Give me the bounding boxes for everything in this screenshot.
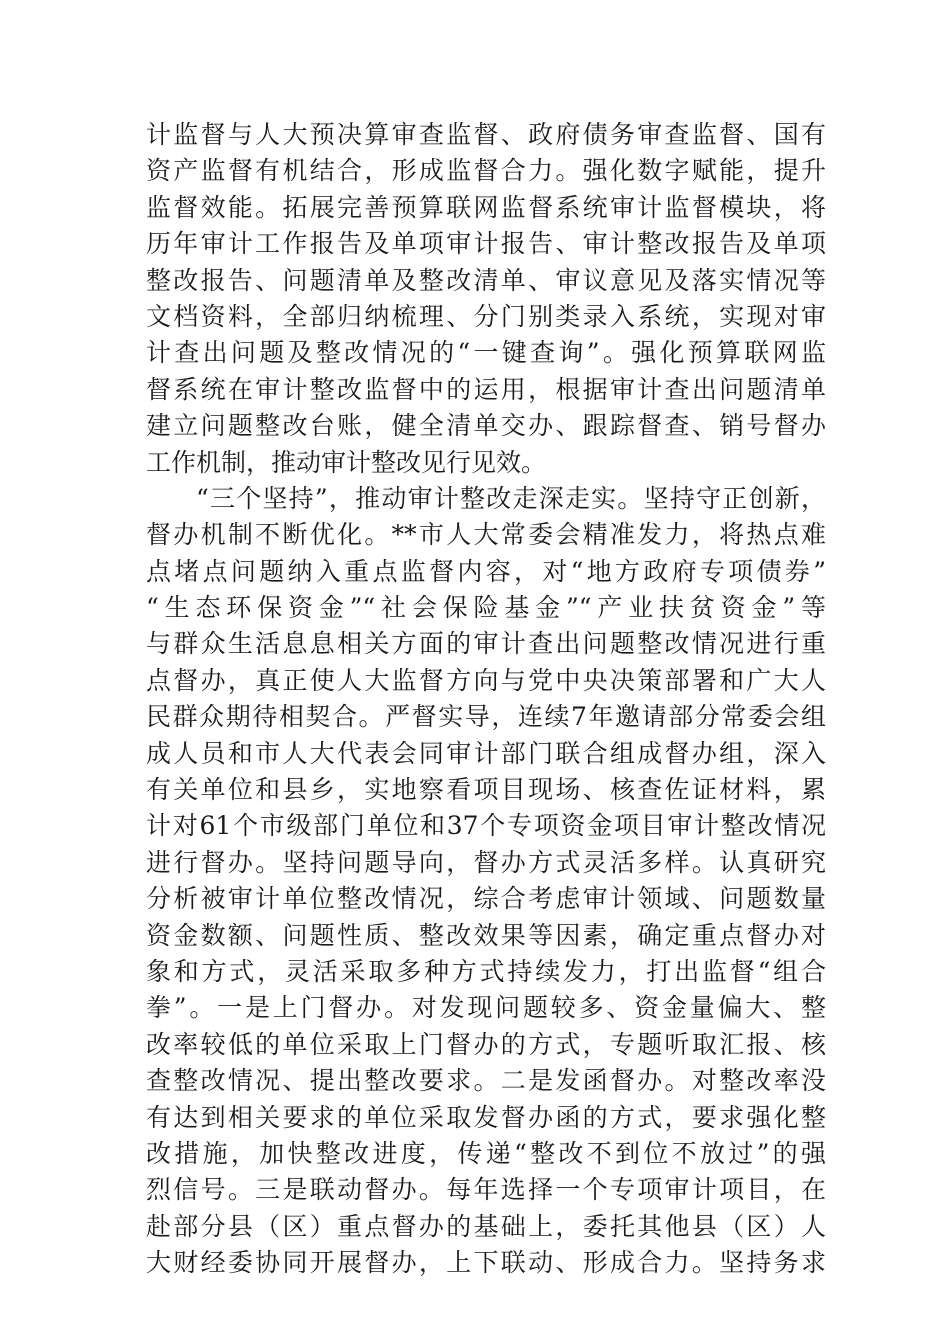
text-line: 查整改情况、提出整改要求。二是发函督办。对整改率没 <box>146 1066 826 1096</box>
text-line: 大财经委协同开展督办，上下联动、形成合力。坚持务求 <box>146 1248 826 1278</box>
document-body <box>146 117 826 1282</box>
text-line: 点堵点问题纳入重点监督内容，对“地方政府专项债券” <box>146 556 826 586</box>
text-line: 资金数额、问题性质、整改效果等因素，确定重点督办对 <box>146 920 826 950</box>
text-line: 计查出问题及整改情况的“一键查询”。强化预算联网监 <box>146 338 826 368</box>
text-line: 有关单位和县乡，实地察看项目现场、核查佐证材料，累 <box>146 775 826 805</box>
paragraph-end-line: 工作机制，推动审计整改见行见效。 <box>146 447 547 477</box>
text-line: 成人员和市人大代表会同审计部门联合组成督办组，深入 <box>146 738 826 768</box>
text-line: 资产监督有机结合，形成监督合力。强化数字赋能，提升 <box>146 156 826 186</box>
text-line: 民群众期待相契合。严督实导，连续7年邀请部分常委会组 <box>146 702 826 732</box>
text-line: 进行督办。坚持问题导向，督办方式灵活多样。认真研究 <box>146 847 826 877</box>
text-line: 象和方式，灵活采取多种方式持续发力，打出监督“组合 <box>146 956 826 986</box>
text-line: “生态环保资金”“社会保险基金”“产业扶贫资金”等 <box>146 593 826 623</box>
text-line: 督办机制不断优化。**市人大常委会精准发力，将热点难 <box>146 520 826 550</box>
text-line: 点督办，真正使人大监督方向与党中央决策部署和广大人 <box>146 665 826 695</box>
text-line: 文档资料，全部归纳梳理、分门别类录入系统，实现对审 <box>146 301 826 331</box>
text-line: 历年审计工作报告及单项审计报告、审计整改报告及单项 <box>146 229 826 259</box>
text-line: 拳”。一是上门督办。对发现问题较多、资金量偏大、整 <box>146 993 826 1023</box>
text-line: 分析被审计单位整改情况，综合考虑审计领域、问题数量 <box>146 884 826 914</box>
text-line: 改率较低的单位采取上门督办的方式，专题听取汇报、核 <box>146 1029 826 1059</box>
paragraph-start-line: “三个坚持”，推动审计整改走深走实。坚持守正创新， <box>196 483 826 513</box>
text-line: 建立问题整改台账，健全清单交办、跟踪督查、销号督办 <box>146 411 826 441</box>
text-line: 有达到相关要求的单位采取发督办函的方式，要求强化整 <box>146 1102 826 1132</box>
text-line: 整改报告、问题清单及整改清单、审议意见及落实情况等 <box>146 265 826 295</box>
text-line: 计监督与人大预决算审查监督、政府债务审查监督、国有 <box>146 120 826 149</box>
text-line: 烈信号。三是联动督办。每年选择一个专项审计项目，在 <box>146 1175 826 1205</box>
text-line: 赴部分县（区）重点督办的基础上，委托其他县（区）人 <box>146 1211 826 1241</box>
text-line: 改措施，加快整改进度，传递“整改不到位不放过”的强 <box>146 1138 826 1168</box>
text-line: 督系统在审计整改监督中的运用，根据审计查出问题清单 <box>146 374 826 404</box>
text-line: 监督效能。拓展完善预算联网监督系统审计监督模块，将 <box>146 192 826 222</box>
text-line: 与群众生活息息相关方面的审计查出问题整改情况进行重 <box>146 629 826 659</box>
text-line: 计对61个市级部门单位和37个专项资金项目审计整改情况 <box>146 811 826 841</box>
